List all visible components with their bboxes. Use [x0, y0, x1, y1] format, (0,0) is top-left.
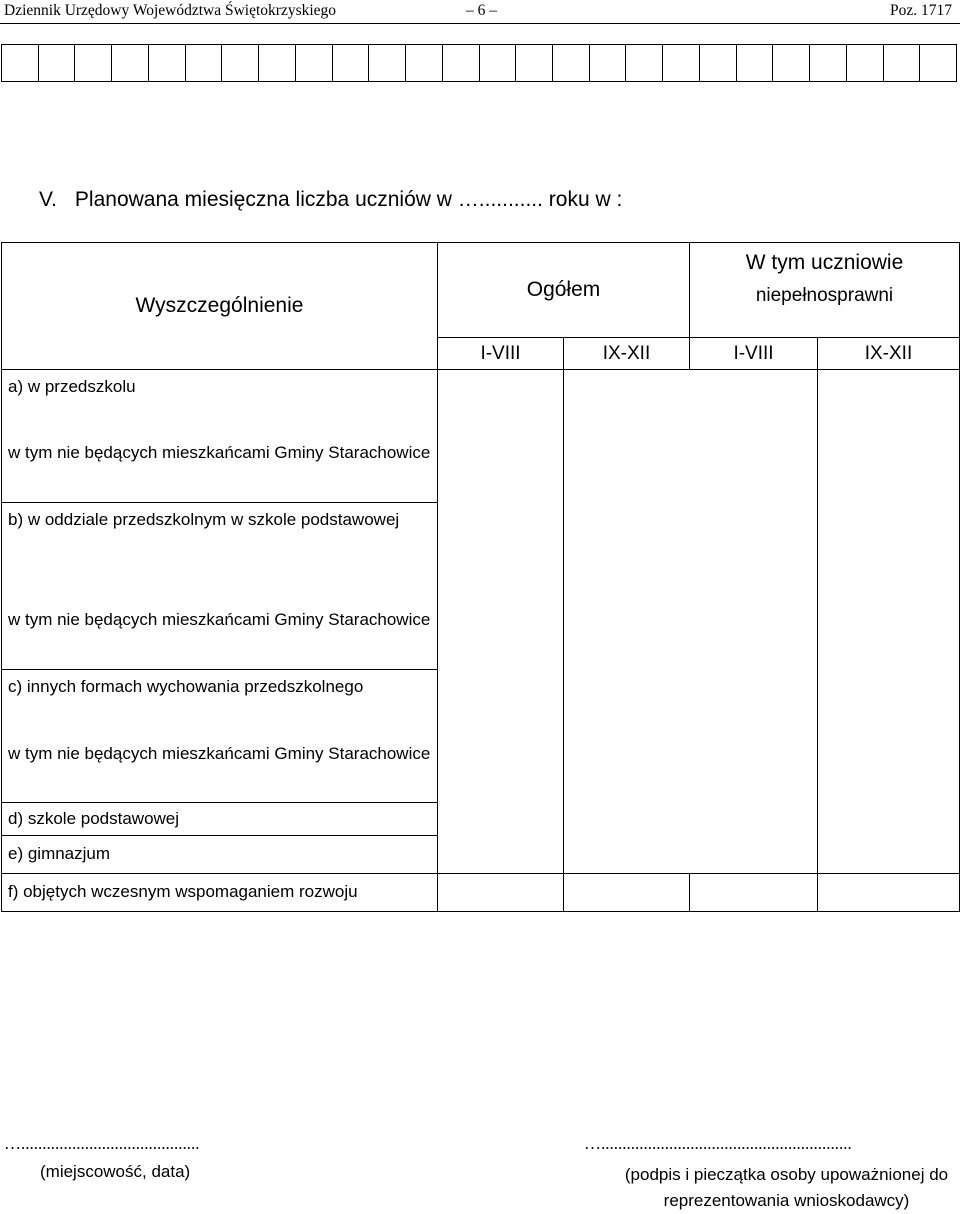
strip-cell[interactable] [700, 45, 737, 81]
strip-cell[interactable] [920, 45, 956, 81]
strip-cell[interactable] [516, 45, 553, 81]
cell-total-9-12[interactable] [564, 370, 690, 874]
cell-total-9-12[interactable] [564, 874, 690, 912]
strip-cell[interactable] [480, 45, 517, 81]
strip-cell[interactable] [810, 45, 847, 81]
cell-total-1-8[interactable] [438, 874, 564, 912]
row-label: w tym nie będących mieszkańcami Gminy Starachowice [2, 603, 438, 670]
strip-cell[interactable] [2, 45, 39, 81]
row-label: e) gimnazjum [2, 836, 438, 874]
strip-cell[interactable] [369, 45, 406, 81]
strip-cell[interactable] [186, 45, 223, 81]
row-label: f) objętych wczesnym wspomaganiem rozwoju [2, 874, 438, 912]
row-label: w tym nie będących mieszkańcami Gminy Starachowice [2, 436, 438, 503]
journal-title: Dziennik Urzędowy Województwa Świętokrzyskiego [4, 2, 337, 19]
page-number: – 6 – [466, 2, 497, 19]
header-total: Ogółem [438, 243, 690, 338]
row-label: b) w oddziale przedszkolnym w szkole podstawowej [2, 503, 438, 603]
strip-cell[interactable] [590, 45, 627, 81]
strip-cell[interactable] [847, 45, 884, 81]
strip-cell[interactable] [626, 45, 663, 81]
header-disabled-line1: W tym uczniowie [745, 251, 904, 274]
strip-cell[interactable] [737, 45, 774, 81]
subheader-total-1-8: I-VIII [438, 338, 564, 370]
place-date-caption: (miejscowość, data) [40, 1162, 191, 1181]
section-title [39, 188, 622, 212]
row-label: d) szkole podstawowej [2, 803, 438, 836]
subheader-disabled-9-12: IX-XII [818, 338, 960, 370]
page-header [0, 0, 960, 24]
row-label: w tym nie będących mieszkańcami Gminy Starachowice [2, 737, 438, 803]
header-specification: Wyszczególnienie [2, 243, 438, 370]
strip-cell[interactable] [259, 45, 296, 81]
strip-cell[interactable] [222, 45, 259, 81]
strip-cell[interactable] [773, 45, 810, 81]
signature-caption: (podpis i pieczątka osoby upoważnionej do reprezentowania wnioskodawcy) [624, 1165, 949, 1210]
subheader-total-9-12: IX-XII [564, 338, 690, 370]
header-rule [0, 23, 960, 24]
strip-cell[interactable] [663, 45, 700, 81]
row-label: c) innych formach wychowania przedszkolnego [2, 670, 438, 737]
position-number: Poz. 1717 [890, 2, 952, 19]
strip-cell[interactable] [406, 45, 443, 81]
strip-cell[interactable] [149, 45, 186, 81]
cell-total-1-8[interactable] [438, 370, 564, 874]
cell-disabled-9-12[interactable] [818, 874, 960, 912]
strip-cell[interactable] [296, 45, 333, 81]
subheader-disabled-1-8: I-VIII [690, 338, 818, 370]
section-heading: Planowana miesięczna liczba uczniów w …........... roku w : [74, 188, 623, 211]
header-disabled [690, 243, 960, 338]
strip-cell[interactable] [75, 45, 112, 81]
strip-cell[interactable] [884, 45, 921, 81]
place-date-dots[interactable]: ….......................................... [4, 1134, 200, 1153]
strip-cell[interactable] [553, 45, 590, 81]
empty-cell-strip [1, 44, 957, 82]
strip-cell[interactable] [333, 45, 370, 81]
strip-cell[interactable] [112, 45, 149, 81]
section-number: V. [39, 188, 57, 211]
header-disabled-line2: niepełnosprawni [755, 285, 894, 306]
row-label: a) w przedszkolu [2, 370, 438, 436]
signature-dots[interactable]: …........................................................... [584, 1134, 852, 1153]
cell-disabled-9-12[interactable] [818, 370, 960, 874]
students-table [1, 242, 960, 912]
strip-cell[interactable] [39, 45, 76, 81]
cell-disabled-1-8[interactable] [690, 874, 818, 912]
cell-disabled-1-8[interactable] [690, 370, 818, 874]
strip-cell[interactable] [443, 45, 480, 81]
